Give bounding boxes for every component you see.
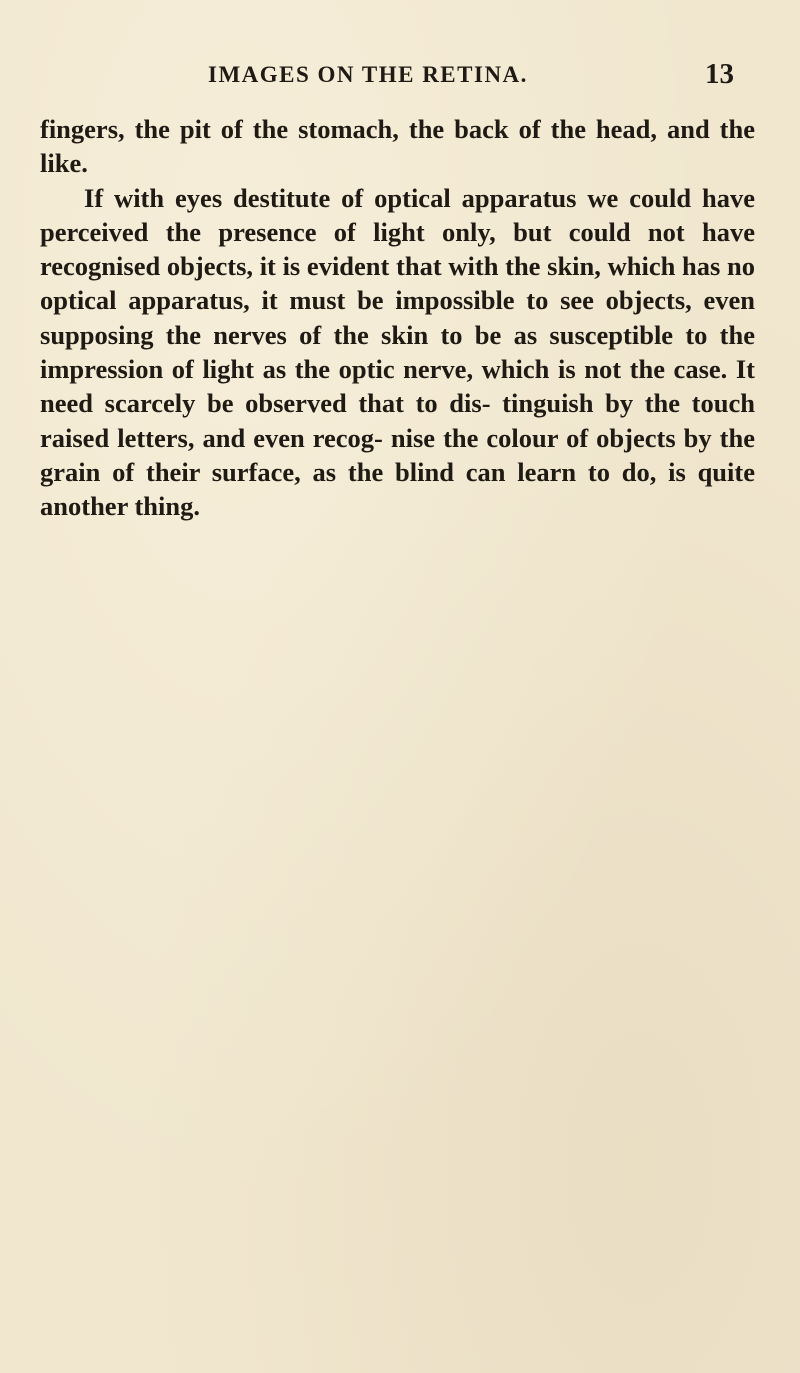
page-number: 13 <box>705 58 734 90</box>
paragraph: If with eyes destitute of optical apparatus we could have perceived the presence of light only, but could not have recognised objects, it is evident that with the skin, which has no optical apparatus, it must be impossible to see objects, even supposing the nerves of the skin to be as susceptible to the impression of light as the optic nerve, which is not the case. It need scarcely be observed that to dis- tinguish by the touch raised letters, and even recog- nise the colour of objects by the grain of their surface, as the blind can learn to do, is quite another thing. <box>40 182 755 522</box>
running-head: IMAGES ON THE RETINA. <box>208 62 528 87</box>
paragraph-continued: fingers, the pit of the stomach, the back of the head, and the like. <box>40 114 755 179</box>
body-text <box>40 112 755 524</box>
